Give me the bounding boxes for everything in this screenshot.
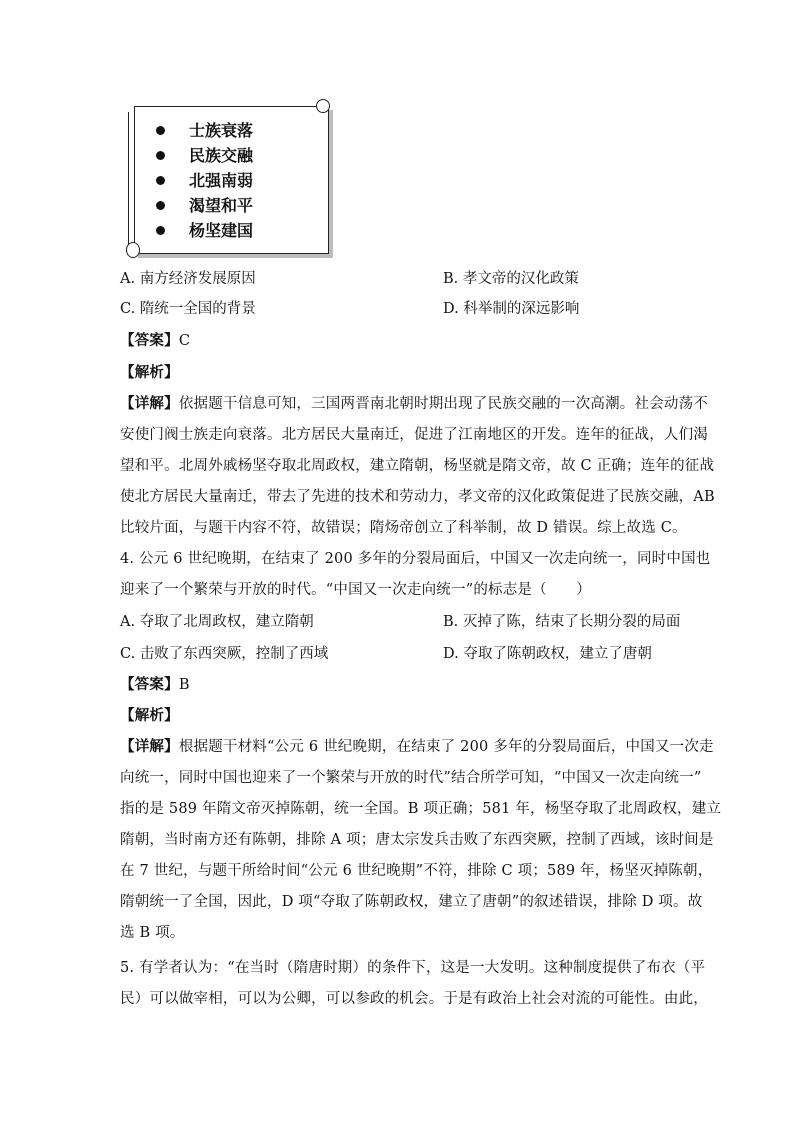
scroll-item: 渴望和平 (156, 193, 253, 216)
q4-detail-line: 指的是 589 年隋文帝灭掉陈朝，统一全国。B 项正确；581 年，杨坚夺取了北周政权，建立 (120, 801, 722, 817)
q3-option-d: D. 科举制的深远影响 (443, 301, 580, 317)
q4-analysis-heading: 【解析】 (120, 707, 179, 724)
q4-detail-line: 隋朝统一了全国，因此，D 项“夺取了陈朝政权，建立了唐朝”的叙述错误，排除 D 项。故 (120, 894, 703, 910)
q4-option-c: C. 击败了东西突厥，控制了西域 (120, 646, 329, 662)
bullet-icon (156, 176, 165, 185)
scroll-curl-top (316, 99, 330, 113)
scroll-item: 北强南弱 (156, 168, 253, 191)
q3-answer: 【答案】C (120, 332, 191, 349)
q3-option-b: B. 孝文帝的汉化政策 (443, 271, 579, 287)
q4-answer: 【答案】B (120, 676, 190, 693)
scroll-item: 士族衰落 (156, 118, 253, 141)
q4-option-b: B. 灭掉了陈，结束了长期分裂的局面 (443, 614, 681, 630)
q3-option-c: C. 隋统一全国的背景 (120, 301, 256, 317)
q3-detail-line: 安使门阀士族走向衰落。北方居民大量南迁，促进了江南地区的开发。连年的征战，人们渴 (120, 427, 708, 443)
bullet-icon (156, 226, 165, 235)
q3-analysis-heading: 【解析】 (120, 364, 179, 381)
q5-stem-line: 5. 有学者认为：“在当时（隋唐时期）的条件下，这是一大发明。这种制度提供了布衣（平 (120, 960, 706, 976)
q4-option-d: D. 夺取了陈朝政权，建立了唐朝 (443, 646, 652, 662)
q4-detail-line: 在 7 世纪，与题干所给时间“公元 6 世纪晚期”不符，排除 C 项；589 年，杨坚灭掉陈朝， (120, 863, 713, 879)
q3-detail-line: 望和平。北周外戚杨坚夺取北周政权，建立隋朝，杨坚就是隋文帝，故 C 正确；连年的征战 (120, 458, 715, 474)
bullet-icon (156, 126, 165, 135)
bullet-icon (156, 201, 165, 210)
q4-stem-line: 4. 公元 6 世纪晚期，在结束了 200 多年的分裂局面后，中国又一次走向统一，同时中国也 (120, 551, 711, 567)
bullet-icon (156, 151, 165, 160)
scroll-item: 民族交融 (156, 143, 253, 166)
q4-detail-line: 向统一，同时中国也迎来了一个繁荣与开放的时代”结合所学可知，“中国又一次走向统一” (120, 770, 702, 786)
q5-stem-line: 民）可以做宰相，可以为公卿，可以参政的机会。于是有政治上社会对流的可能性。由此， (120, 991, 708, 1007)
q4-detail-line: 隋朝，当时南方还有陈朝，排除 A 项；唐太宗发兵击败了东西突厥，控制了西域，该时间是 (120, 832, 714, 848)
q3-detail-line: 比较片面，与题干内容不符，故错误；隋炀帝创立了科举制，故 D 错误。综上故选 C。 (120, 520, 687, 536)
q3-option-a: A. 南方经济发展原因 (120, 271, 256, 287)
q3-detail-line: 【详解】依据题干信息可知，三国两晋南北朝时期出现了民族交融的一次高潮。社会动荡不 (120, 395, 709, 412)
scroll-curl-bottom (126, 242, 140, 258)
q3-detail-line: 使北方居民大量南迁，带去了先进的技术和劳动力，孝文帝的汉化政策促进了民族交融，AB (120, 489, 715, 505)
scroll-item: 杨坚建国 (156, 218, 253, 241)
q4-option-a: A. 夺取了北周政权，建立隋朝 (120, 614, 314, 630)
q4-detail-line: 【详解】根据题干材料“公元 6 世纪晚期，在结束了 200 多年的分裂局面后，中国又一次走 (120, 738, 714, 755)
q4-detail-line: 选 B 项。 (120, 925, 185, 941)
q4-stem-line: 迎来了一个繁荣与开放的时代。“中国又一次走向统一”的标志是（ ） (120, 582, 591, 598)
